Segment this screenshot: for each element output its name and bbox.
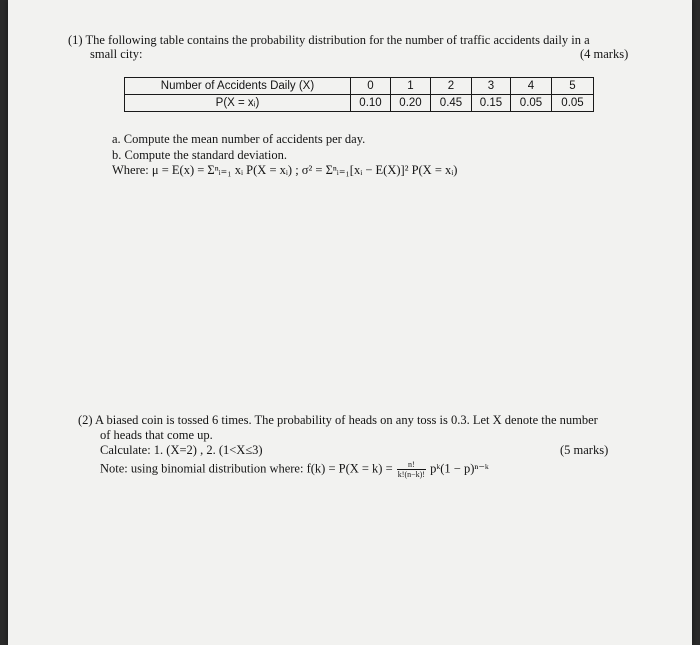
q2-note-prefix: Note: using binomial distribution where: [100, 461, 304, 476]
q2-note [100, 460, 489, 479]
table-row-x [125, 78, 594, 95]
q2-fraction [397, 460, 426, 479]
x-value-cell: 0 [351, 78, 391, 95]
q2-calculate: Calculate: 1. (X=2) , 2. (1<X≤3) [100, 443, 263, 457]
p-value-cell: 0.20 [391, 95, 431, 112]
table-row-p [125, 95, 594, 112]
p-value-cell: 0.05 [511, 95, 552, 112]
probability-table [124, 77, 594, 112]
p-value-cell: 0.10 [351, 95, 391, 112]
x-value-cell: 3 [472, 78, 511, 95]
x-value-cell: 5 [552, 78, 594, 95]
q2-line2: of heads that come up. [100, 428, 213, 442]
p-value-cell: 0.15 [472, 95, 511, 112]
header-x-cell: Number of Accidents Daily (X) [125, 78, 351, 95]
q2-formula-lhs: f(k) = P(X = k) = [306, 461, 393, 476]
q2-marks: (5 marks) [560, 443, 609, 457]
p-value-cell: 0.05 [552, 95, 594, 112]
q2-fraction-numerator: n! [397, 460, 426, 470]
q1-marks: (4 marks) [580, 47, 629, 61]
q1-where-formula: Where: μ = E(x) = Σⁿᵢ₌₁ xᵢ P(X = xᵢ) ; σ² = Σⁿᵢ₌₁[xᵢ − E(X)]² P(X = xᵢ) [112, 163, 458, 177]
header-p-cell: P(X = xᵢ) [125, 95, 351, 112]
x-value-cell: 2 [431, 78, 472, 95]
worksheet-page [8, 0, 692, 645]
p-value-cell: 0.45 [431, 95, 472, 112]
q2-line1: (2) A biased coin is tossed 6 times. The probability of heads on any toss is 0.3. Let X denote the number [78, 413, 598, 427]
q1-intro-line1: (1) The following table contains the probability distribution for the number of traffic accidents daily in a [68, 33, 590, 47]
q1-part-b: b. Compute the standard deviation. [112, 148, 287, 162]
q2-formula-rhs: pᵏ(1 − p)ⁿ⁻ᵏ [430, 461, 489, 476]
q2-fraction-denominator: k!(n−k)! [397, 470, 425, 479]
x-value-cell: 4 [511, 78, 552, 95]
x-value-cell: 1 [391, 78, 431, 95]
q1-intro-line2: small city: [90, 47, 143, 61]
q1-part-a: a. Compute the mean number of accidents per day. [112, 132, 366, 146]
